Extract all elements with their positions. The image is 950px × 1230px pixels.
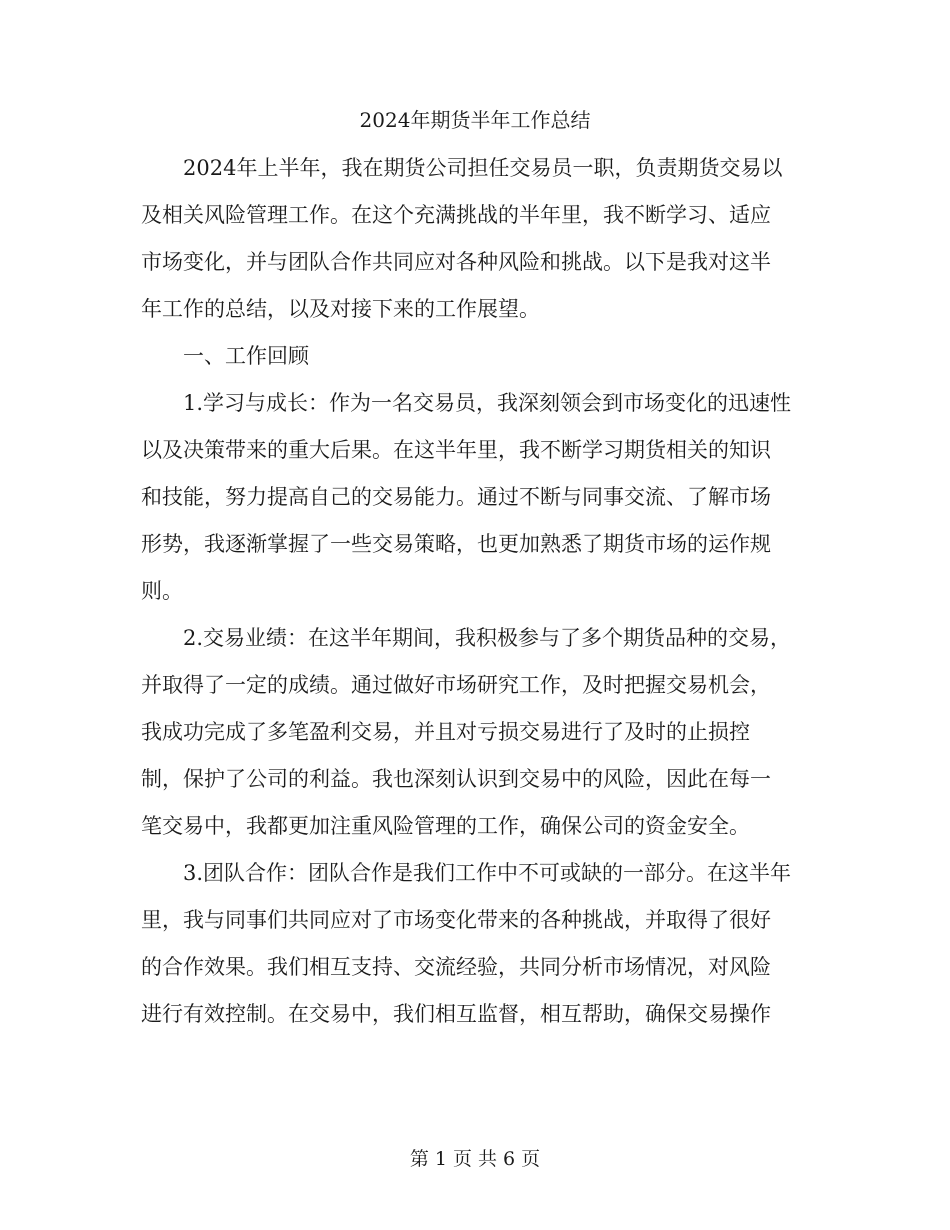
- text-line: 里，我与同事们共同应对了市场变化带来的各种挑战，并取得了很好: [141, 908, 771, 932]
- section-heading: 一、工作回顾: [183, 344, 309, 368]
- text-line: 则。: [141, 579, 183, 603]
- text-line: 3.团队合作：团队合作是我们工作中不可或缺的一部分。在这半年: [183, 861, 792, 885]
- text-line: 制，保护了公司的利益。我也深刻认识到交易中的风险，因此在每一: [141, 767, 771, 791]
- page-number-footer: 第 1 页 共 6 页: [409, 1148, 541, 1170]
- text-line: 市场变化，并与团队合作共同应对各种风险和挑战。以下是我对这半: [141, 250, 771, 274]
- text-line: 及相关风险管理工作。在这个充满挑战的半年里，我不断学习、适应: [141, 203, 771, 227]
- text-line: 进行有效控制。在交易中，我们相互监督，相互帮助，确保交易操作: [141, 1002, 771, 1026]
- text-line: 和技能，努力提高自己的交易能力。通过不断与同事交流、了解市场: [141, 485, 771, 509]
- text-line: 我成功完成了多笔盈利交易，并且对亏损交易进行了及时的止损控: [141, 720, 750, 744]
- text-line: 年工作的总结，以及对接下来的工作展望。: [141, 297, 540, 321]
- text-line: 2024年上半年，我在期货公司担任交易员一职，负责期货交易以: [183, 156, 783, 180]
- text-line: 1.学习与成长：作为一名交易员，我深刻领会到市场变化的迅速性: [183, 391, 792, 415]
- text-line: 2.交易业绩：在这半年期间，我积极参与了多个期货品种的交易，: [183, 626, 792, 650]
- text-line: 的合作效果。我们相互支持、交流经验，共同分析市场情况，对风险: [141, 955, 771, 979]
- text-line: 形势，我逐渐掌握了一些交易策略，也更加熟悉了期货市场的运作规: [141, 532, 771, 556]
- text-line: 以及决策带来的重大后果。在这半年里，我不断学习期货相关的知识: [141, 438, 771, 462]
- text-line: 并取得了一定的成绩。通过做好市场研究工作，及时把握交易机会，: [141, 673, 771, 697]
- document-title: 2024年期货半年工作总结: [359, 108, 591, 132]
- text-line: 笔交易中，我都更加注重风险管理的工作，确保公司的资金安全。: [141, 814, 750, 838]
